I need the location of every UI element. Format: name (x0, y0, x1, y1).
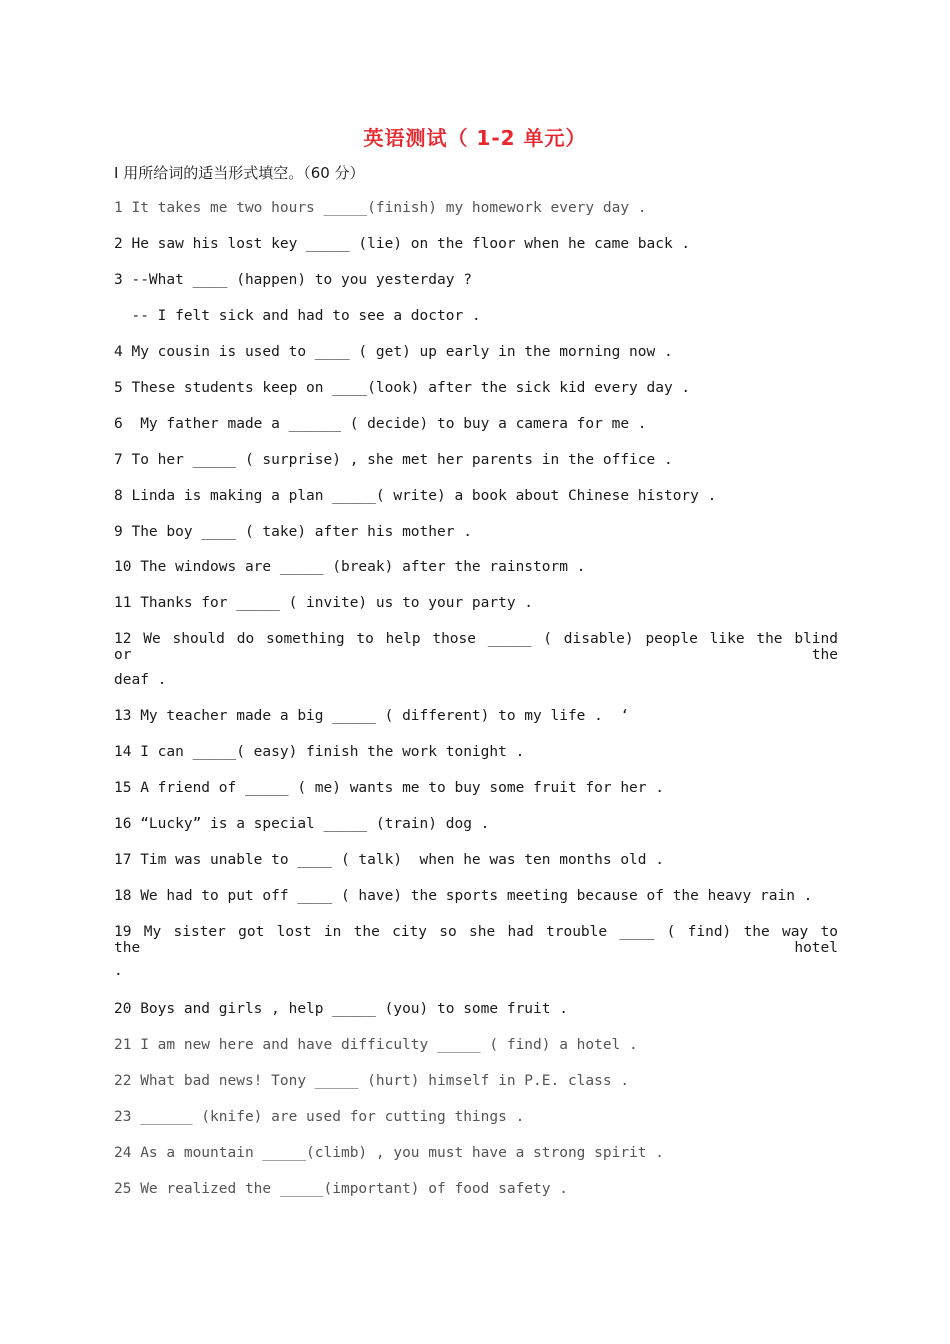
question-5: 5 These students keep on ____(look) after the sick kid every day . (114, 380, 691, 396)
question-9: 9 The boy ____ ( take) after his mother . (114, 524, 472, 540)
question-17: 17 Tim was unable to ____ ( talk) when he was ten months old . (114, 852, 664, 868)
question-3-answer: -- I felt sick and had to see a doctor . (114, 308, 481, 324)
question-6: 6 My father made a ______ ( decide) to buy a camera for me . (114, 416, 647, 432)
question-15: 15 A friend of _____ ( me) wants me to buy some fruit for her . (114, 780, 664, 796)
question-21: 21 I am new here and have difficulty _____ ( find) a hotel . (114, 1037, 638, 1053)
question-2: 2 He saw his lost key _____ (lie) on the floor when he came back . (114, 236, 691, 252)
question-8: 8 Linda is making a plan _____( write) a book about Chinese history . (114, 488, 717, 504)
question-18: 18 We had to put off ____ ( have) the sports meeting because of the heavy rain . (114, 888, 813, 904)
question-4: 4 My cousin is used to ____ ( get) up early in the morning now . (114, 344, 673, 360)
question-23: 23 ______ (knife) are used for cutting things . (114, 1109, 525, 1125)
question-22: 22 What bad news! Tony _____ (hurt) himself in P.E. class . (114, 1073, 630, 1089)
question-20: 20 Boys and girls , help _____ (you) to some fruit . (114, 1001, 568, 1017)
question-10: 10 The windows are _____ (break) after the rainstorm . (114, 559, 586, 575)
question-13: 13 My teacher made a big _____ ( different) to my life . ‘ (114, 708, 630, 724)
question-7: 7 To her _____ ( surprise) , she met her parents in the office . (114, 452, 673, 468)
question-16: 16 “Lucky” is a special _____ (train) dog . (114, 816, 490, 832)
question-19: 19 My sister got lost in the city so she had trouble ____ ( find) the way to the hotel (114, 924, 838, 956)
question-12: 12 We should do something to help those _____ ( disable) people like the blind or the (114, 631, 838, 663)
question-24: 24 As a mountain _____(climb) , you must have a strong spirit . (114, 1145, 664, 1161)
question-3: 3 --What ____ (happen) to you yesterday ? (114, 272, 472, 288)
question-11: 11 Thanks for _____ ( invite) us to your party . (114, 595, 534, 611)
question-1: 1 It takes me two hours _____(finish) my homework every day . (114, 200, 647, 216)
question-14: 14 I can _____( easy) finish the work tonight . (114, 744, 525, 760)
question-25: 25 We realized the _____(important) of food safety . (114, 1181, 568, 1197)
page-title: 英语测试（ 1-2 单元） (363, 126, 587, 150)
section-instruction: I 用所给词的适当形式填空。（60 分） (114, 164, 365, 182)
question-19-continued: . (114, 963, 123, 979)
question-12-continued: deaf . (114, 672, 167, 688)
